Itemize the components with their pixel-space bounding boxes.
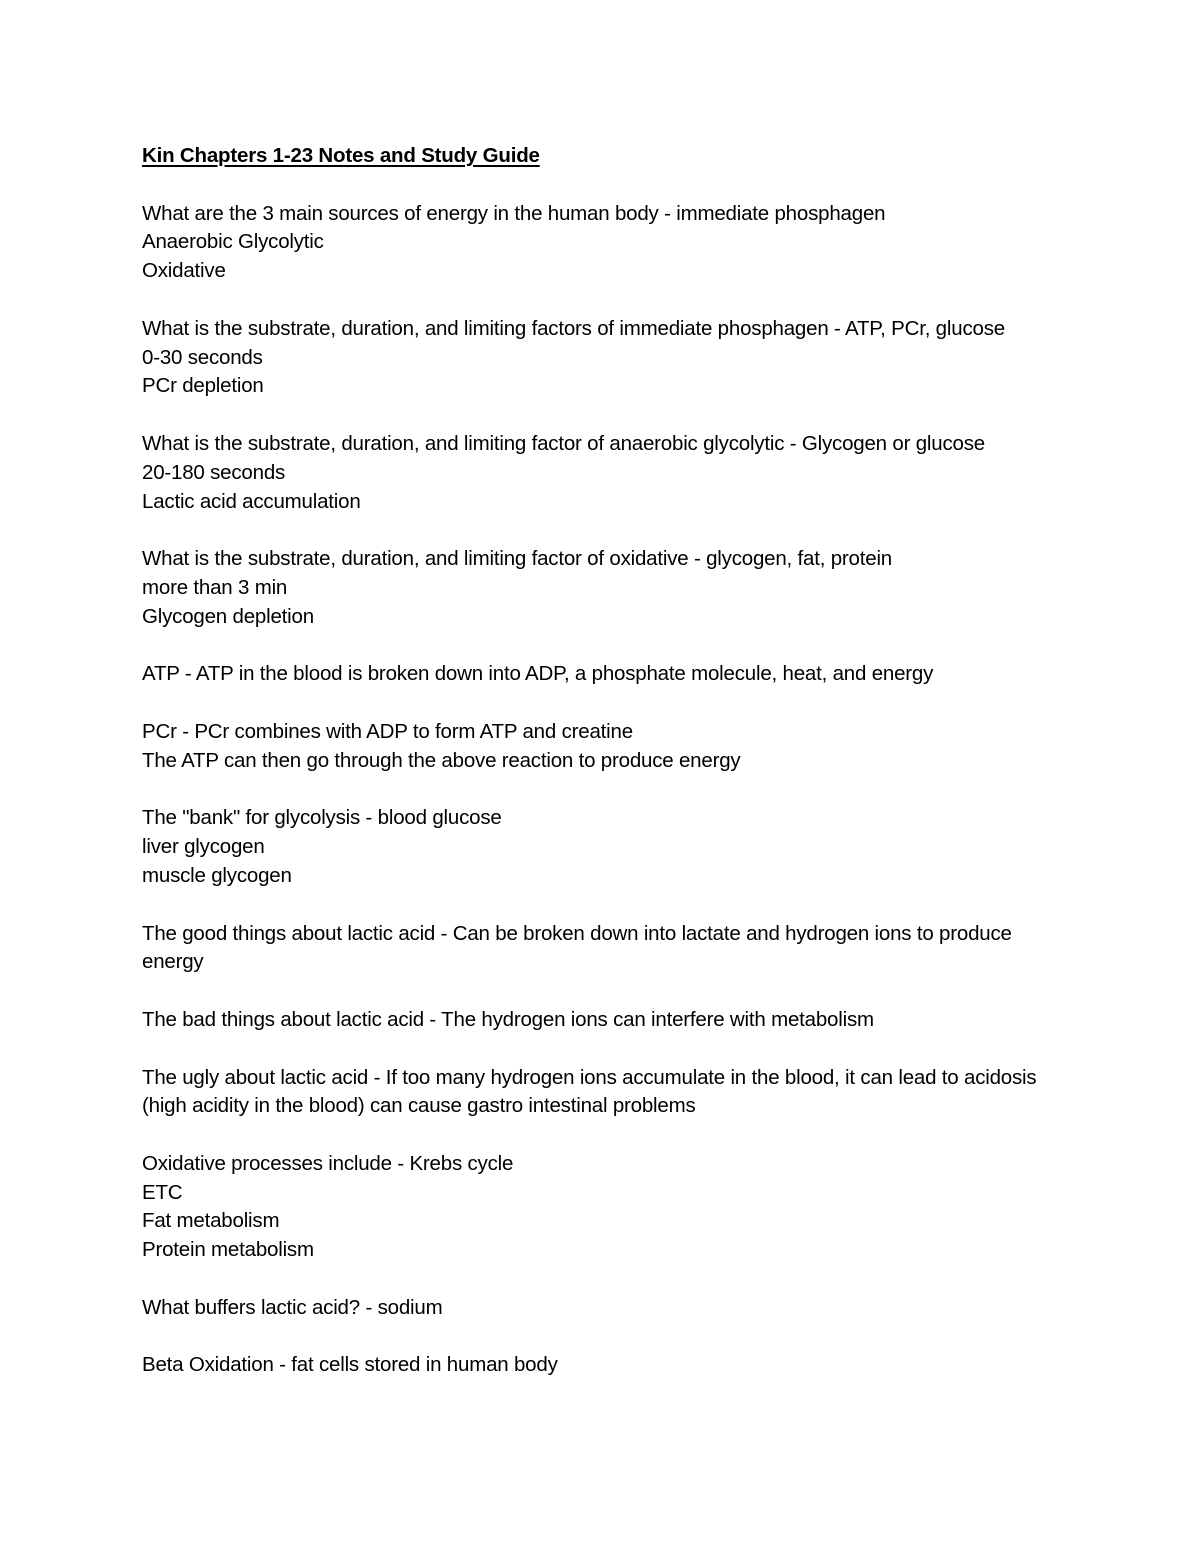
- note-answer-line: 0-30 seconds: [142, 345, 263, 369]
- note-block: [142, 1294, 1072, 1323]
- note-question: PCr - PCr combines with ADP to form ATP and creatine: [142, 719, 633, 743]
- note-answer-line: Oxidative: [142, 259, 226, 283]
- note-question: What buffers lactic acid? - sodium: [142, 1295, 443, 1319]
- document-title: Kin Chapters 1-23 Notes and Study Guide: [142, 144, 540, 167]
- note-question: ATP - ATP in the blood is broken down into ADP, a phosphate molecule, heat, and energy: [142, 662, 934, 686]
- note-block: [142, 1006, 1072, 1035]
- note-block: [142, 1150, 1072, 1265]
- note-answer-line: PCr depletion: [142, 374, 264, 398]
- note-block: [142, 718, 1072, 776]
- note-block: [142, 430, 1072, 516]
- note-answer-line: Protein metabolism: [142, 1238, 314, 1262]
- note-question: What is the substrate, duration, and limiting factor of anaerobic glycolytic - Glycogen or glucose: [142, 431, 985, 455]
- note-answer-line: more than 3 min: [142, 575, 288, 599]
- note-answer-line: liver glycogen: [142, 835, 265, 859]
- note-question: The "bank" for glycolysis - blood glucose: [142, 806, 502, 830]
- note-question: The good things about lactic acid - Can be broken down into lactate and hydrogen ions to produce energy: [142, 921, 1012, 974]
- note-block: [142, 660, 1072, 689]
- note-question: Oxidative processes include - Krebs cycle: [142, 1151, 514, 1175]
- note-answer-line: Fat metabolism: [142, 1209, 280, 1233]
- note-block: [142, 920, 1072, 978]
- note-answer-line: 20-180 seconds: [142, 460, 286, 484]
- note-question: What is the substrate, duration, and limiting factor of oxidative - glycogen, fat, protein: [142, 547, 893, 571]
- note-answer-line: The ATP can then go through the above reaction to produce energy: [142, 748, 741, 772]
- note-question: The ugly about lactic acid - If too many hydrogen ions accumulate in the blood, it can lead to acidosis (high acidity in the blood) can cause gastro intestinal problems: [142, 1065, 1037, 1118]
- note-block: [142, 1351, 1072, 1380]
- notes-list: [142, 200, 1072, 1381]
- note-block: [142, 315, 1072, 401]
- note-answer-line: Glycogen depletion: [142, 604, 314, 628]
- note-question: The bad things about lactic acid - The hydrogen ions can interfere with metabolism: [142, 1007, 874, 1031]
- note-block: [142, 200, 1072, 286]
- note-answer-line: Lactic acid accumulation: [142, 489, 361, 513]
- note-question: Beta Oxidation - fat cells stored in human body: [142, 1353, 558, 1377]
- note-question: What are the 3 main sources of energy in the human body - immediate phosphagen: [142, 201, 886, 225]
- note-block: [142, 1064, 1072, 1122]
- note-answer-line: Anaerobic Glycolytic: [142, 230, 324, 254]
- document-body: [142, 142, 1072, 1380]
- note-question: What is the substrate, duration, and limiting factors of immediate phosphagen - ATP, PCr, glucose: [142, 316, 1005, 340]
- note-block: [142, 804, 1072, 890]
- note-block: [142, 545, 1072, 631]
- note-answer-line: muscle glycogen: [142, 863, 292, 887]
- note-answer-line: ETC: [142, 1180, 183, 1204]
